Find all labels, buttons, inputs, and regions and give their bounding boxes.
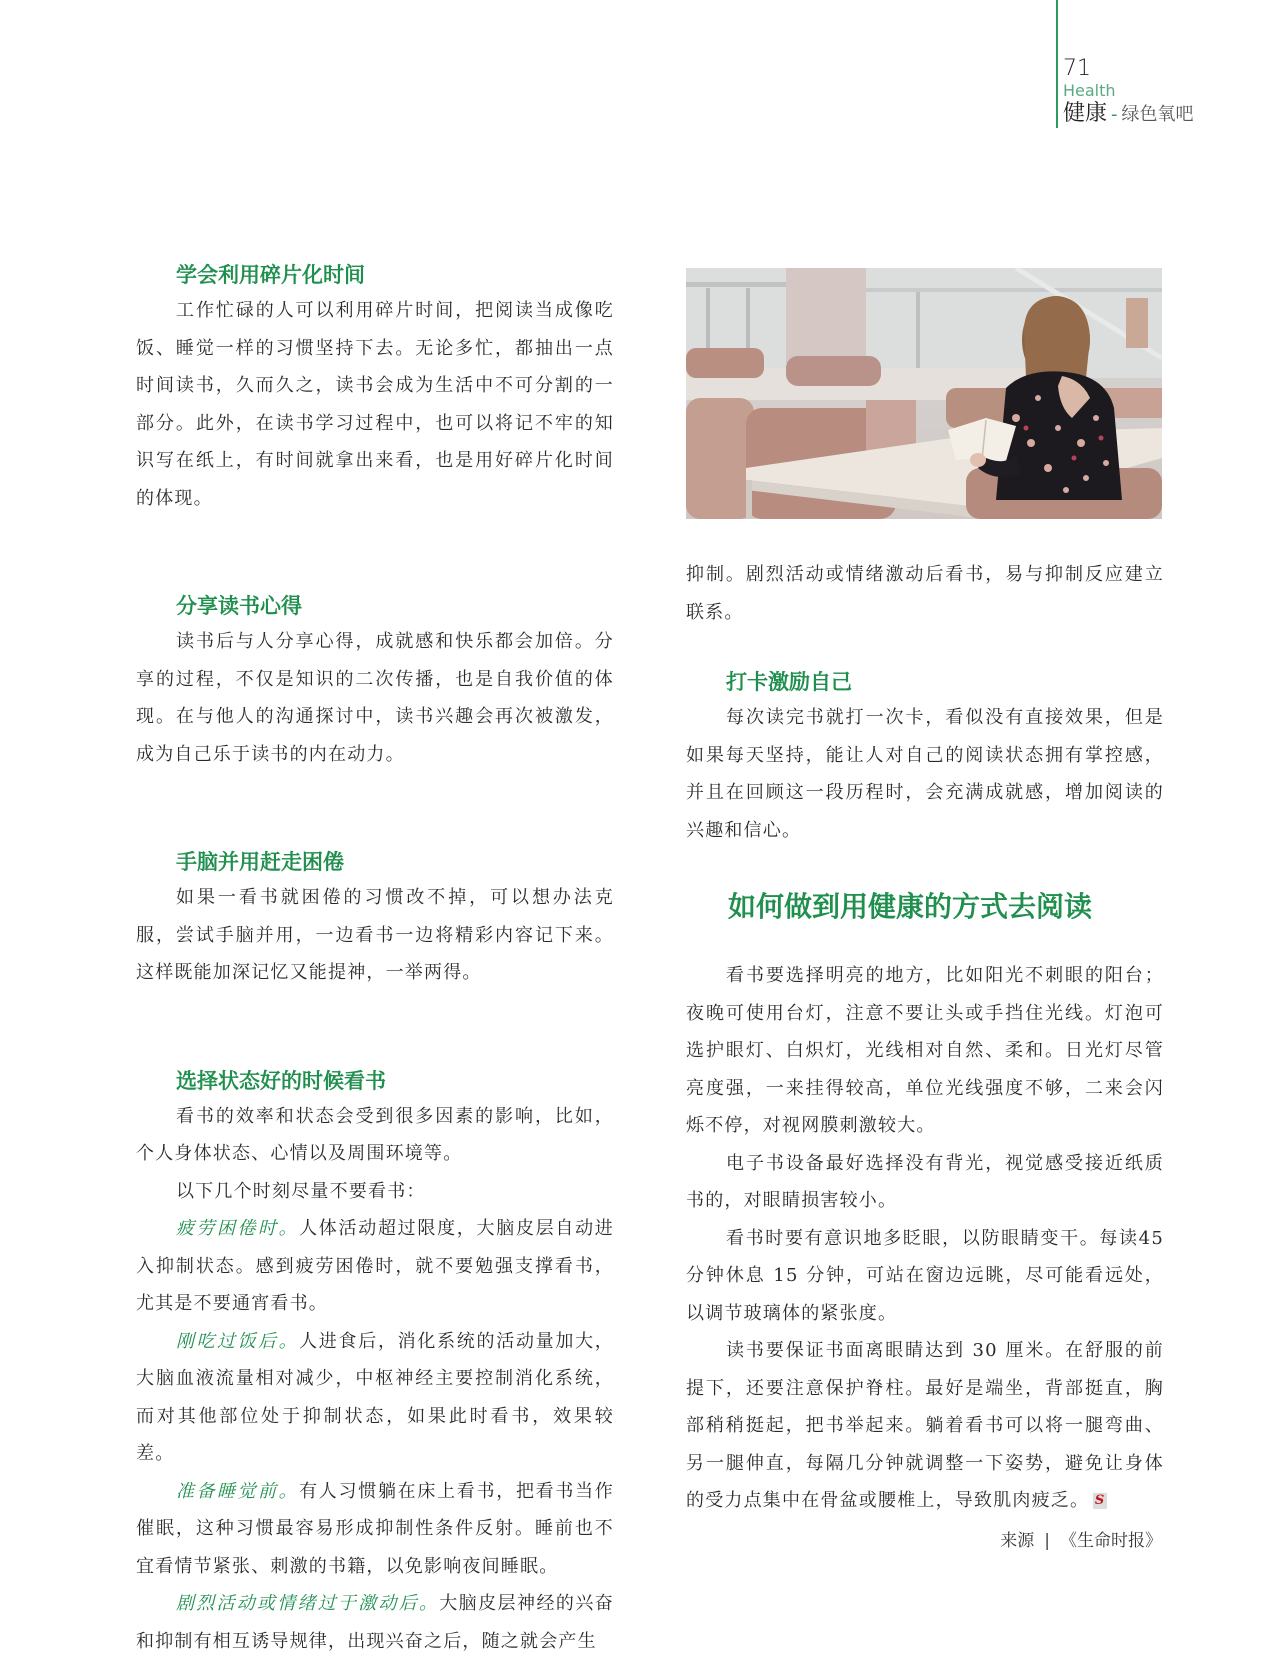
source-label: 来源	[1000, 1531, 1035, 1551]
left-column	[136, 258, 614, 1660]
subsection-title: 绿色氧吧	[1121, 104, 1194, 125]
item-text: 有人习惯躺在床上看书，把看书当作催眠，这种习惯最容易形成抑制性条件反射。睡前也不宜看情节紧张、刺激的书籍，以免影响夜间睡眠。	[136, 1480, 615, 1577]
header-accent-line	[1056, 0, 1058, 128]
woman-reading-illustration	[686, 268, 1162, 519]
paragraph: 每次读完书就打一次卡，看似没有直接效果，但是如果每天坚持，能让人对自己的阅读状态拥有掌控感，并且在回顾这一段历程时，会充满成就感，增加阅读的兴趣和信心。	[686, 707, 1164, 841]
section-separator: -	[1111, 104, 1118, 125]
list-item	[136, 1473, 614, 1586]
section-heading: 手脑并用赶走困倦	[176, 850, 344, 874]
item-text: 人进食后，消化系统的活动量加大，大脑血液流量相对减少，中枢神经主要控制消化系统，而对其他部位处于抑制状态，如果此时看书，效果较差。	[136, 1330, 615, 1464]
page-header	[1063, 56, 1194, 129]
list-item	[136, 1210, 614, 1323]
paragraph: 看书的效率和状态会受到很多因素的影响，比如，个人身体状态、心情以及周围环境等。	[136, 1105, 614, 1164]
paragraph-text: 读书要保证书面离眼睛达到 30 厘米。在舒服的前提下，还要注意保护脊柱。最好是端坐，背部挺直，胸部稍稍挺起，把书举起来。躺着看书可以将一腿弯曲、另一腿伸直，每隔几分钟就调整一下姿势，避免让身体的受力点集中在骨盆或腰椎上，导致肌肉疲乏。	[686, 1340, 1164, 1511]
section-label-en: Health	[1063, 81, 1116, 100]
paragraph: 读书后与人分享心得，成就感和快乐都会加倍。分享的过程，不仅是知识的二次传播，也是自我价值的体现。在与他人的沟通探讨中，读书兴趣会再次被激发，成为自己乐于读书的内在动力。	[136, 631, 614, 765]
paragraph: 以下几个时刻尽量不要看书：	[176, 1180, 426, 1202]
paragraph: 看书要选择明亮的地方，比如阳光不刺眼的阳台；夜晚可使用台灯，注意不要让头或手挡住光线。灯泡可选护眼灯、白炽灯，光线相对自然、柔和。日光灯尽管亮度强，一来挂得较高，单位光线强度不够，二来会闪烁不停，对视网膜刺激较大。	[686, 965, 1164, 1136]
section-heading: 选择状态好的时候看书	[176, 1068, 386, 1093]
section-heading: 打卡激励自己	[726, 670, 852, 694]
source-separator: |	[1044, 1531, 1050, 1551]
list-item	[136, 1585, 614, 1660]
item-keyword: 准备睡觉前。	[176, 1480, 300, 1502]
end-mark-icon: S	[1094, 1493, 1106, 1508]
list-item	[136, 1323, 614, 1473]
paragraph: 如果一看书就困倦的习惯改不掉，可以想办法克服，尝试手脑并用，一边看书一边将精彩内容记下来。这样既能加深记忆又能提神，一举两得。	[136, 887, 614, 983]
paragraph-last	[686, 1332, 1164, 1520]
section-label-zh	[1063, 100, 1194, 129]
source-name: 《生命时报》	[1060, 1531, 1162, 1551]
item-text: 人体活动超过限度，大脑皮层自动进入抑制状态。感到疲劳困倦时，就不要勉强支撑看书，尤其是不要通宵看书。	[136, 1218, 615, 1314]
paragraph: 看书时要有意识地多眨眼，以防眼睛变干。每读45 分钟休息 15 分钟，可站在窗边远眺，尽可能看远处，以调节玻璃体的紧张度。	[686, 1227, 1164, 1324]
paragraph: 电子书设备最好选择没有背光，视觉感受接近纸质书的，对眼睛损害较小。	[686, 1152, 1164, 1211]
main-heading: 如何做到用健康的方式去阅读	[728, 890, 1093, 923]
right-column	[686, 556, 1164, 1520]
section-heading: 学会利用碎片化时间	[176, 263, 365, 287]
paragraph-continued: 抑制。剧烈活动或情绪激动后看书，易与抑制反应建立联系。	[686, 564, 1164, 623]
item-keyword: 剧烈活动或情绪过于激动后。	[176, 1593, 440, 1614]
item-keyword: 刚吃过饭后。	[176, 1330, 300, 1352]
item-text: 大脑皮层神经的兴奋和抑制有相互诱导规律，出现兴奋之后，随之就会产生	[136, 1593, 614, 1652]
item-keyword: 疲劳困倦时。	[176, 1218, 300, 1239]
paragraph: 工作忙碌的人可以利用碎片时间，把阅读当成像吃饭、睡觉一样的习惯坚持下去。无论多忙，都抽出一点时间读书，久而久之，读书会成为生活中不可分割的一部分。此外，在读书学习过程中，也可以将记不牢的知识写在纸上，有时间就拿出来看，也是用好碎片化时间的体现。	[136, 300, 614, 509]
source-credit	[1000, 1526, 1162, 1551]
page-number: 71	[1063, 56, 1091, 81]
reading-photo	[686, 268, 1162, 519]
section-title: 健康	[1063, 101, 1108, 126]
section-heading: 分享读书心得	[176, 594, 302, 618]
